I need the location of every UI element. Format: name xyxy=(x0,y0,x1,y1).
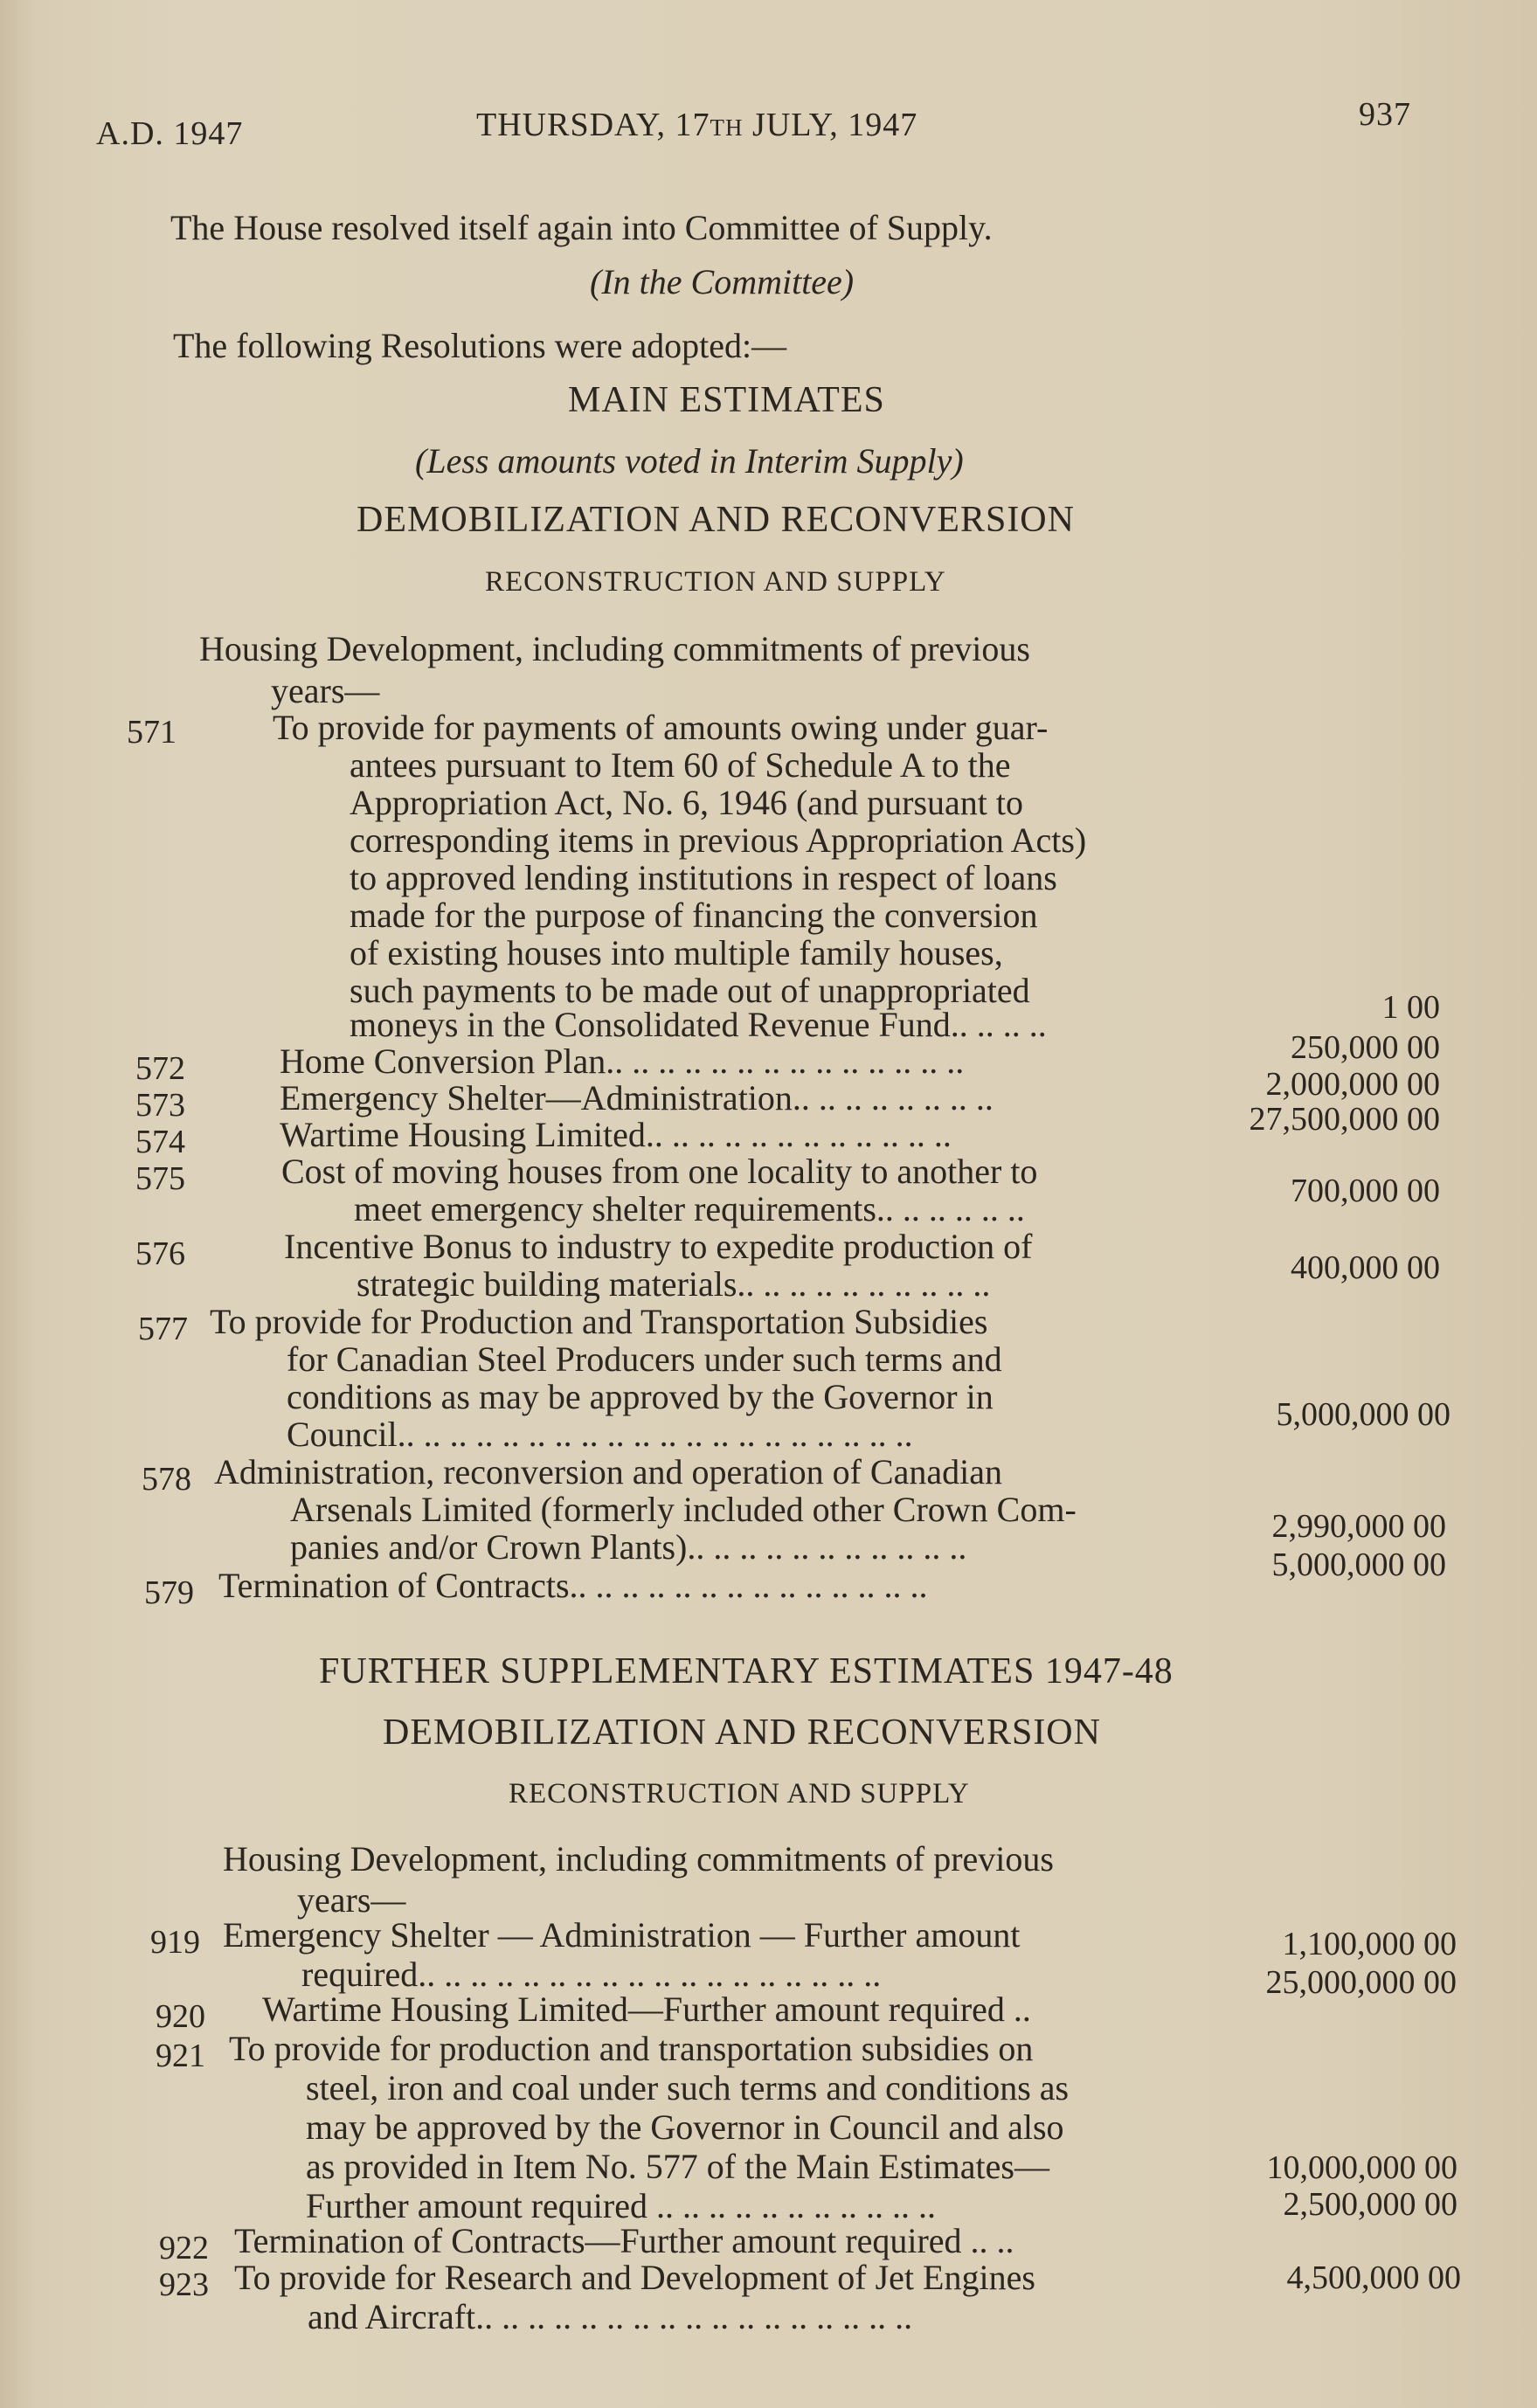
item-number: 923 xyxy=(159,2266,209,2303)
item-text-line: antees pursuant to Item 60 of Schedule A to the xyxy=(350,745,1011,785)
item-text-line: of existing houses into multiple family houses, xyxy=(350,933,1003,972)
item-text-line: made for the purpose of financing the conversion xyxy=(350,896,1038,935)
item-number: 922 xyxy=(159,2230,209,2266)
item-text-line: and Aircraft.. .. .. .. .. .. .. .. .. .. .. .. .. .. .. .. .. xyxy=(308,2297,913,2336)
item-text-line: Council.. .. .. .. .. .. .. .. .. .. .. .. .. .. .. .. .. .. .. .. xyxy=(287,1415,913,1454)
item-number: 573 xyxy=(135,1087,185,1124)
item-text-line: To provide for Production and Transportation Subsidies xyxy=(210,1302,988,1341)
item-amount: 2,500,000 00 xyxy=(1283,2186,1457,2223)
page-number: 937 xyxy=(1359,96,1411,133)
item-text-line: To provide for Research and Development of Jet Engines xyxy=(234,2258,1035,2297)
item-text-line: Emergency Shelter — Administration — Further amount xyxy=(223,1915,1021,1955)
item-number: 920 xyxy=(156,1998,205,2035)
item-text-line: as provided in Item No. 577 of the Main Estimates— xyxy=(306,2147,1049,2186)
further-lead-2: years— xyxy=(297,1880,406,1920)
item-text-line: corresponding items in previous Appropriation Acts) xyxy=(350,820,1087,860)
item-amount: 2,990,000 00 xyxy=(1271,1508,1446,1545)
item-text-line: Incentive Bonus to industry to expedite production of xyxy=(284,1227,1033,1266)
item-number: 572 xyxy=(135,1050,185,1087)
item-number: 919 xyxy=(150,1924,200,1961)
item-text-line: Arsenals Limited (formerly included other Crown Com- xyxy=(290,1490,1077,1529)
item-text-line: moneys in the Consolidated Revenue Fund.. .. .. .. xyxy=(350,1005,1047,1044)
item-text-line: meet emergency shelter requirements.. .. .. .. .. .. xyxy=(354,1189,1025,1228)
item-text-line: Further amount required .. .. .. .. .. .. .. .. .. .. .. xyxy=(306,2186,936,2225)
item-text-line: for Canadian Steel Producers under such terms and xyxy=(287,1339,1002,1379)
item-amount: 400,000 00 xyxy=(1291,1249,1440,1286)
header-date: THURSDAY, 17TH JULY, 1947 xyxy=(476,107,918,143)
intro-line-1: The House resolved itself again into Committee of Supply. xyxy=(170,208,993,247)
item-amount: 25,000,000 00 xyxy=(1265,1964,1457,2001)
item-text-line: Appropriation Act, No. 6, 1946 (and pursuant to xyxy=(350,783,1023,822)
item-number: 571 xyxy=(127,714,177,751)
main-title: MAIN ESTIMATES xyxy=(568,380,885,420)
item-number: 579 xyxy=(144,1574,194,1611)
item-text-line: Termination of Contracts.. .. .. .. .. .. .. .. .. .. .. .. .. .. xyxy=(218,1566,928,1605)
item-text-line: To provide for production and transportation subsidies on xyxy=(229,2029,1034,2068)
main-subheading: RECONSTRUCTION AND SUPPLY xyxy=(485,566,946,598)
item-text-line: conditions as may be approved by the Governor in xyxy=(287,1377,994,1416)
item-amount: 27,500,000 00 xyxy=(1249,1101,1440,1138)
item-amount: 10,000,000 00 xyxy=(1266,2149,1457,2186)
item-number: 574 xyxy=(135,1124,185,1160)
item-text-line: strategic building materials.. .. .. .. .. .. .. .. .. .. xyxy=(357,1264,991,1304)
intro-committee: (In the Committee) xyxy=(590,262,855,301)
item-text-line: required.. .. .. .. .. .. .. .. .. .. .. .. .. .. .. .. .. .. xyxy=(301,1955,882,1994)
item-amount: 250,000 00 xyxy=(1291,1029,1440,1066)
main-lead-1: Housing Development, including commitments of previous xyxy=(199,629,1030,668)
intro-line-3: The following Resolutions were adopted:— xyxy=(173,326,787,365)
main-lead-2: years— xyxy=(271,671,380,710)
item-amount: 5,000,000 00 xyxy=(1271,1547,1446,1583)
further-subheading: RECONSTRUCTION AND SUPPLY xyxy=(509,1778,970,1809)
item-text-line: Home Conversion Plan.. .. .. .. .. .. .. .. .. .. .. .. .. .. xyxy=(280,1041,965,1081)
item-text-line: Termination of Contracts—Further amount required .. .. xyxy=(234,2221,1014,2260)
item-number: 578 xyxy=(142,1461,191,1498)
item-text-line: to approved lending institutions in respect of loans xyxy=(350,858,1057,897)
main-heading: DEMOBILIZATION AND RECONVERSION xyxy=(357,500,1075,540)
header-year: A.D. 1947 xyxy=(96,115,244,152)
further-lead-1: Housing Development, including commitments of previous xyxy=(223,1839,1054,1879)
item-text-line: Wartime Housing Limited.. .. .. .. .. .. .. .. .. .. .. .. xyxy=(280,1115,952,1154)
item-number: 575 xyxy=(135,1160,185,1197)
item-text-line: To provide for payments of amounts owing under guar- xyxy=(273,708,1049,747)
item-amount: 1 00 xyxy=(1381,989,1440,1026)
item-number: 577 xyxy=(138,1311,188,1347)
further-title: FURTHER SUPPLEMENTARY ESTIMATES 1947-48 xyxy=(319,1651,1174,1692)
main-subtitle: (Less amounts voted in Interim Supply) xyxy=(415,441,964,481)
item-text-line: such payments to be made out of unappropriated xyxy=(350,971,1030,1010)
item-text-line: Emergency Shelter—Administration.. .. .. .. .. .. .. .. xyxy=(280,1078,994,1118)
further-heading: DEMOBILIZATION AND RECONVERSION xyxy=(383,1713,1101,1753)
item-text-line: panies and/or Crown Plants).. .. .. .. .. .. .. .. .. .. .. xyxy=(290,1527,967,1567)
item-text-line: Wartime Housing Limited—Further amount required .. xyxy=(262,1989,1031,2029)
item-amount: 2,000,000 00 xyxy=(1265,1066,1440,1103)
item-amount: 700,000 00 xyxy=(1291,1173,1440,1209)
item-amount: 4,500,000 00 xyxy=(1286,2259,1461,2296)
item-number: 576 xyxy=(135,1235,185,1272)
item-text-line: may be approved by the Governor in Council and also xyxy=(306,2107,1064,2147)
item-number: 921 xyxy=(156,2038,205,2074)
item-text-line: steel, iron and coal under such terms and conditions as xyxy=(306,2068,1070,2107)
item-text-line: Cost of moving houses from one locality to another to xyxy=(281,1152,1038,1191)
item-amount: 1,100,000 00 xyxy=(1282,1926,1457,1962)
item-text-line: Administration, reconversion and operation of Canadian xyxy=(214,1452,1002,1491)
item-amount: 5,000,000 00 xyxy=(1276,1396,1450,1433)
